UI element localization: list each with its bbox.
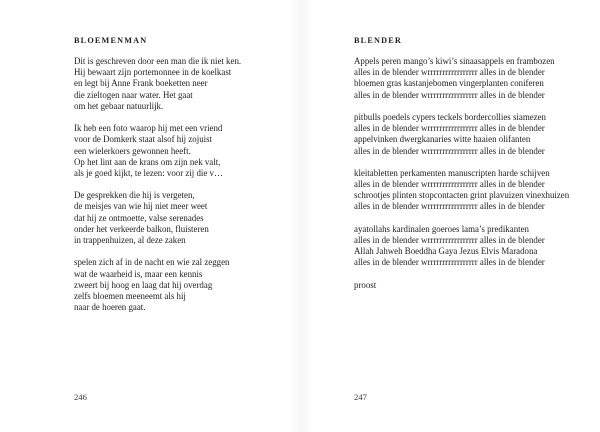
- stanza: [354, 56, 569, 101]
- poem-line: een wielerkoers gewonnen heeft.: [74, 145, 191, 156]
- poem-line: wat de waarheid is, maar een kennis: [74, 268, 203, 279]
- poem-line: appelvinken dwergkanaries witte haaien olifanten: [354, 134, 531, 145]
- right-page: [300, 0, 600, 432]
- poem-line: proost: [354, 279, 377, 290]
- poem-line: naar de hoeren gaat.: [74, 302, 146, 313]
- poem-line: alles in de blender wrrrrrrrrrrrrrrrrr alles in de blender: [354, 145, 545, 156]
- poem-line: zweert bij hoog en laag dat hij overdag: [74, 279, 213, 290]
- poem-line: Dit is geschreven door een man die ik niet ken.: [74, 56, 242, 66]
- poem-line: spelen zich af in de nacht en wie zal zeggen: [74, 257, 230, 268]
- poem-line: die zieltogen naar water. Het gaat: [74, 89, 193, 100]
- poem-line: om het gebaar natuurlijk.: [74, 100, 164, 111]
- stanza: [74, 190, 241, 246]
- poem-line: ayatollahs kardinalen goeroes lama’s predikanten: [354, 223, 529, 234]
- poem-line: dat hij ze ontmoette, valse serenades: [74, 212, 204, 223]
- poem-line: alles in de blender wrrrrrrrrrrrrrrrrr alles in de blender: [354, 179, 545, 190]
- page-number-right: 247: [354, 392, 367, 402]
- poem-line: zelfs bloemen meeneemt als hij: [74, 290, 186, 301]
- poem-line: alles in de blender wrrrrrrrrrrrrrrrrr alles in de blender: [354, 257, 545, 268]
- stanza: [354, 280, 569, 291]
- left-poem-body: [74, 56, 241, 325]
- poem-line: alles in de blender wrrrrrrrrrrrrrrrrr alles in de blender: [354, 67, 545, 78]
- page-number-left: 246: [74, 392, 87, 402]
- poem-line: Appels peren mango’s kiwi’s sinaasappels en frambozen: [354, 56, 555, 66]
- stanza: [74, 123, 241, 179]
- stanza: [74, 56, 241, 112]
- poem-line: pitbulls poedels cypers teckels bordercollies siamezen: [354, 111, 546, 122]
- poem-line: alles in de blender wrrrrrrrrrrrrrrrrr alles in de blender: [354, 235, 545, 245]
- poem-line: bloemen gras kastanjebomen vingerplanten coniferen: [354, 78, 544, 89]
- stanza: [354, 224, 569, 269]
- poem-line: onder het verkeerde balkon, fluisteren: [74, 223, 209, 234]
- poem-line: als je goed kijkt, te lezen: voor zij die v…: [74, 167, 223, 178]
- stanza: [354, 168, 569, 213]
- poem-line: De gesprekken die hij is vergeten,: [74, 190, 195, 201]
- poem-line: alles in de blender wrrrrrrrrrrrrrrrrr alles in de blender: [354, 201, 545, 212]
- poem-line: schrootjes plinten stopcontacten grint plavuizen vinexhuizen: [354, 190, 570, 201]
- poem-line: alles in de blender wrrrrrrrrrrrrrrrrr alles in de blender: [354, 123, 545, 134]
- stanza: [354, 112, 569, 157]
- poem-line: Hij bewaart zijn portemonnee in de koelkast: [74, 67, 232, 78]
- poem-line: Op het lint aan de krans om zijn nek valt,: [74, 156, 221, 167]
- poem-line: voor de Domkerk staat alsof hij zojuist: [74, 134, 213, 145]
- right-poem-title: BLENDER: [354, 36, 402, 45]
- poem-line: kleitabletten perkamenten manuscripten harde schijven: [354, 167, 550, 178]
- poem-line: de meisjes van wie hij niet meer weet: [74, 201, 208, 212]
- poem-line: alles in de blender wrrrrrrrrrrrrrrrrr alles in de blender: [354, 89, 545, 100]
- right-poem-body: [354, 56, 569, 302]
- poem-line: Allah Jahweh Boeddha Gaya Jezus Elvis Maradona: [354, 246, 538, 257]
- poem-line: Ik heb een foto waarop hij met een vriend: [74, 123, 223, 134]
- left-poem-title: BLOEMENMAN: [74, 36, 148, 45]
- stanza: [74, 257, 241, 313]
- poem-line: en legt bij Anne Frank boeketten neer: [74, 78, 208, 89]
- poem-line: in trappenhuizen, al deze zaken: [74, 235, 186, 245]
